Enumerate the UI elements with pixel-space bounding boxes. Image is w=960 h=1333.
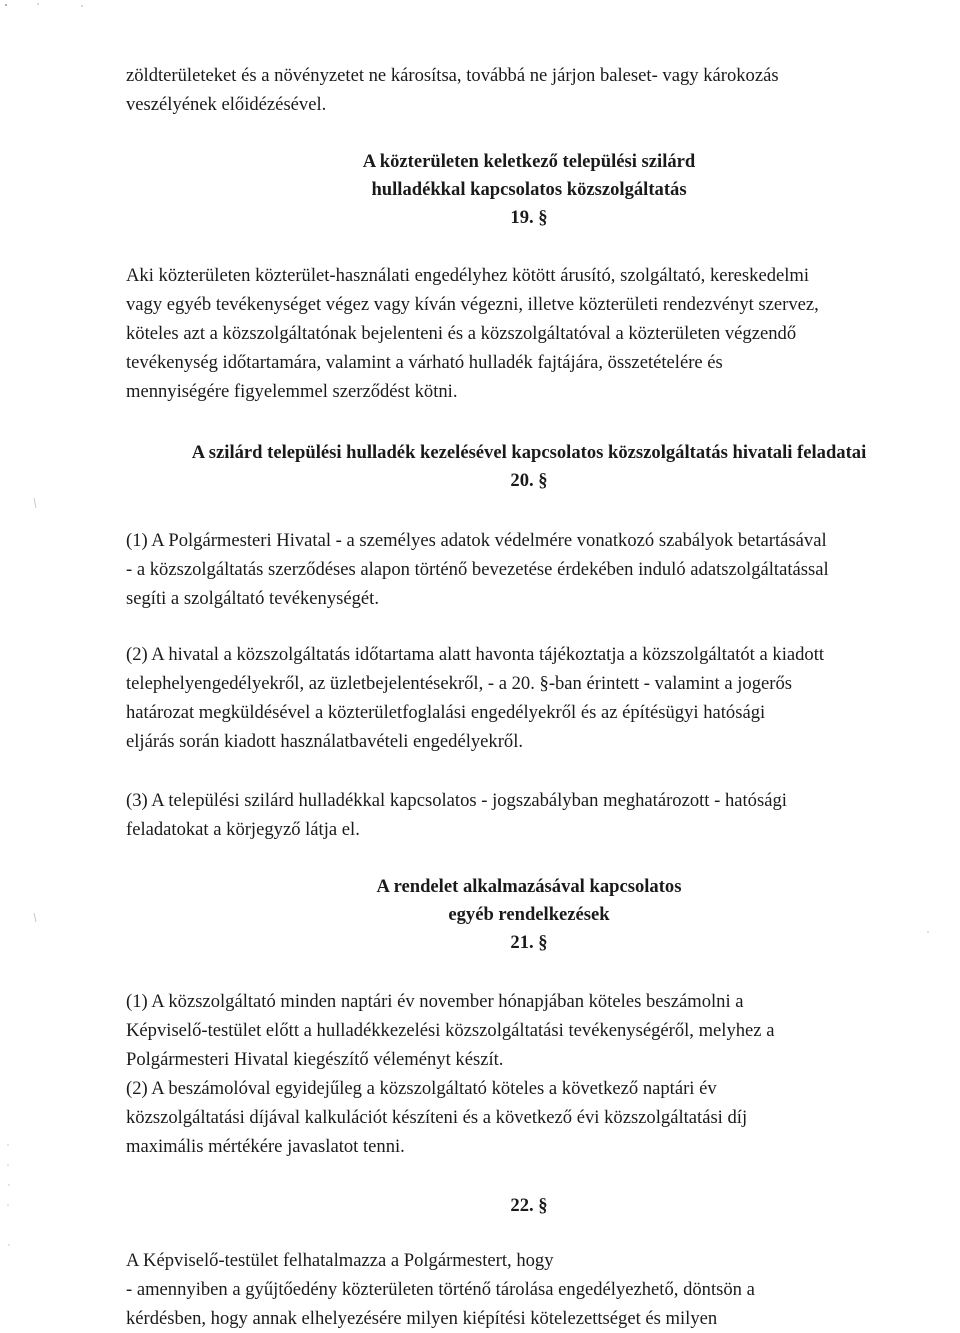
section-21-paragraph xyxy=(126,987,932,1161)
text-line: vagy egyéb tevékenységet végez vagy kíván végezni, illetve közterületi rendezvényt szervez, xyxy=(126,294,819,315)
heading-line: A rendelet alkalmazásával kapcsolatos xyxy=(376,876,682,897)
heading-line: egyéb rendelkezések xyxy=(448,904,610,925)
section-20-paragraph-2 xyxy=(126,640,932,756)
section-number: 19. § xyxy=(510,207,548,228)
text-line: eljárás során kiadott használatbavételi engedélyekről. xyxy=(126,731,524,752)
text-line: segíti a szolgáltató tevékenységét. xyxy=(126,588,379,609)
text-line: (2) A beszámolóval egyidejűleg a közszolgáltató köteles a következő naptári év xyxy=(126,1078,717,1099)
text-line: határozat megküldésével a közterületfoglalási engedélyekről és az építésügyi hatósági xyxy=(126,702,766,723)
section-20-heading xyxy=(126,439,932,495)
heading-line: hulladékkal kapcsolatos közszolgáltatás xyxy=(371,179,687,200)
text-line: mennyiségére figyelemmel szerződést kötni. xyxy=(126,381,458,402)
text-line: zöldterületeket és a növényzetet ne károsítsa, továbbá ne járjon baleset- vagy károkozás xyxy=(126,65,779,86)
heading-line: A közterületen keletkező települési szilárd xyxy=(362,151,696,172)
text-line: - a közszolgáltatás szerződéses alapon történő bevezetése érdekében induló adatszolgáltatással xyxy=(126,559,829,580)
text-line: veszélyének előidézésével. xyxy=(126,94,327,115)
section-number: 21. § xyxy=(510,932,548,953)
text-line: kérdésben, hogy annak elhelyezésére milyen kiépítési kötelezettséget és milyen xyxy=(126,1308,718,1329)
section-20-paragraph-3 xyxy=(126,786,932,844)
section-21-heading xyxy=(126,873,932,957)
text-line: maximális mértékére javaslatot tenni. xyxy=(126,1136,405,1157)
text-line: közszolgáltatási díjával kalkulációt készíteni és a következő évi közszolgáltatási díj xyxy=(126,1107,748,1128)
heading-line: A szilárd települési hulladék kezelésével kapcsolatos közszolgáltatás hivatali feladatai xyxy=(191,442,867,463)
section-20-paragraph-1 xyxy=(126,526,932,613)
text-line: feladatokat a körjegyző látja el. xyxy=(126,819,360,840)
section-19-paragraph xyxy=(126,261,932,406)
intro-paragraph xyxy=(126,61,932,119)
text-line: (3) A települési szilárd hulladékkal kapcsolatos - jogszabályban meghatározott - hatósági xyxy=(126,790,787,811)
section-19-heading xyxy=(126,148,932,232)
text-line: tevékenység időtartamára, valamint a várható hulladék fajtájára, összetételére és xyxy=(126,352,723,373)
text-line: A Képviselő-testület felhatalmazza a Polgármestert, hogy xyxy=(126,1250,554,1271)
text-line: (2) A hivatal a közszolgáltatás időtartama alatt havonta tájékoztatja a közszolgáltatót a kiadott xyxy=(126,644,825,665)
text-line: köteles azt a közszolgáltatónak bejelenteni és a közszolgáltatóval a közterületen végzendő xyxy=(126,323,797,344)
section-number: 20. § xyxy=(510,470,548,491)
text-line: - amennyiben a gyűjtőedény közterületen történő tárolása engedélyezhető, döntsön a xyxy=(126,1279,755,1300)
text-line: telephelyengedélyekről, az üzletbejelentésekről, - a 20. §-ban érintett - valamint a jogerős xyxy=(126,673,792,694)
text-line: Polgármesteri Hivatal kiegészítő véleményt készít. xyxy=(126,1049,504,1070)
text-line: (1) A Polgármesteri Hivatal - a személyes adatok védelmére vonatkozó szabályok betartásával xyxy=(126,530,827,551)
section-number: 22. § xyxy=(510,1195,548,1216)
text-line: Képviselő-testület előtt a hulladékkezelési közszolgáltatási tevékenységéről, melyhez a xyxy=(126,1020,775,1041)
section-22-paragraph xyxy=(126,1246,932,1333)
text-line: (1) A közszolgáltató minden naptári év november hónapjában köteles beszámolni a xyxy=(126,991,744,1012)
text-line: Aki közterületen közterület-használati engedélyhez kötött árusító, szolgáltató, kereskedelmi xyxy=(126,265,810,286)
section-22-heading xyxy=(126,1192,932,1220)
